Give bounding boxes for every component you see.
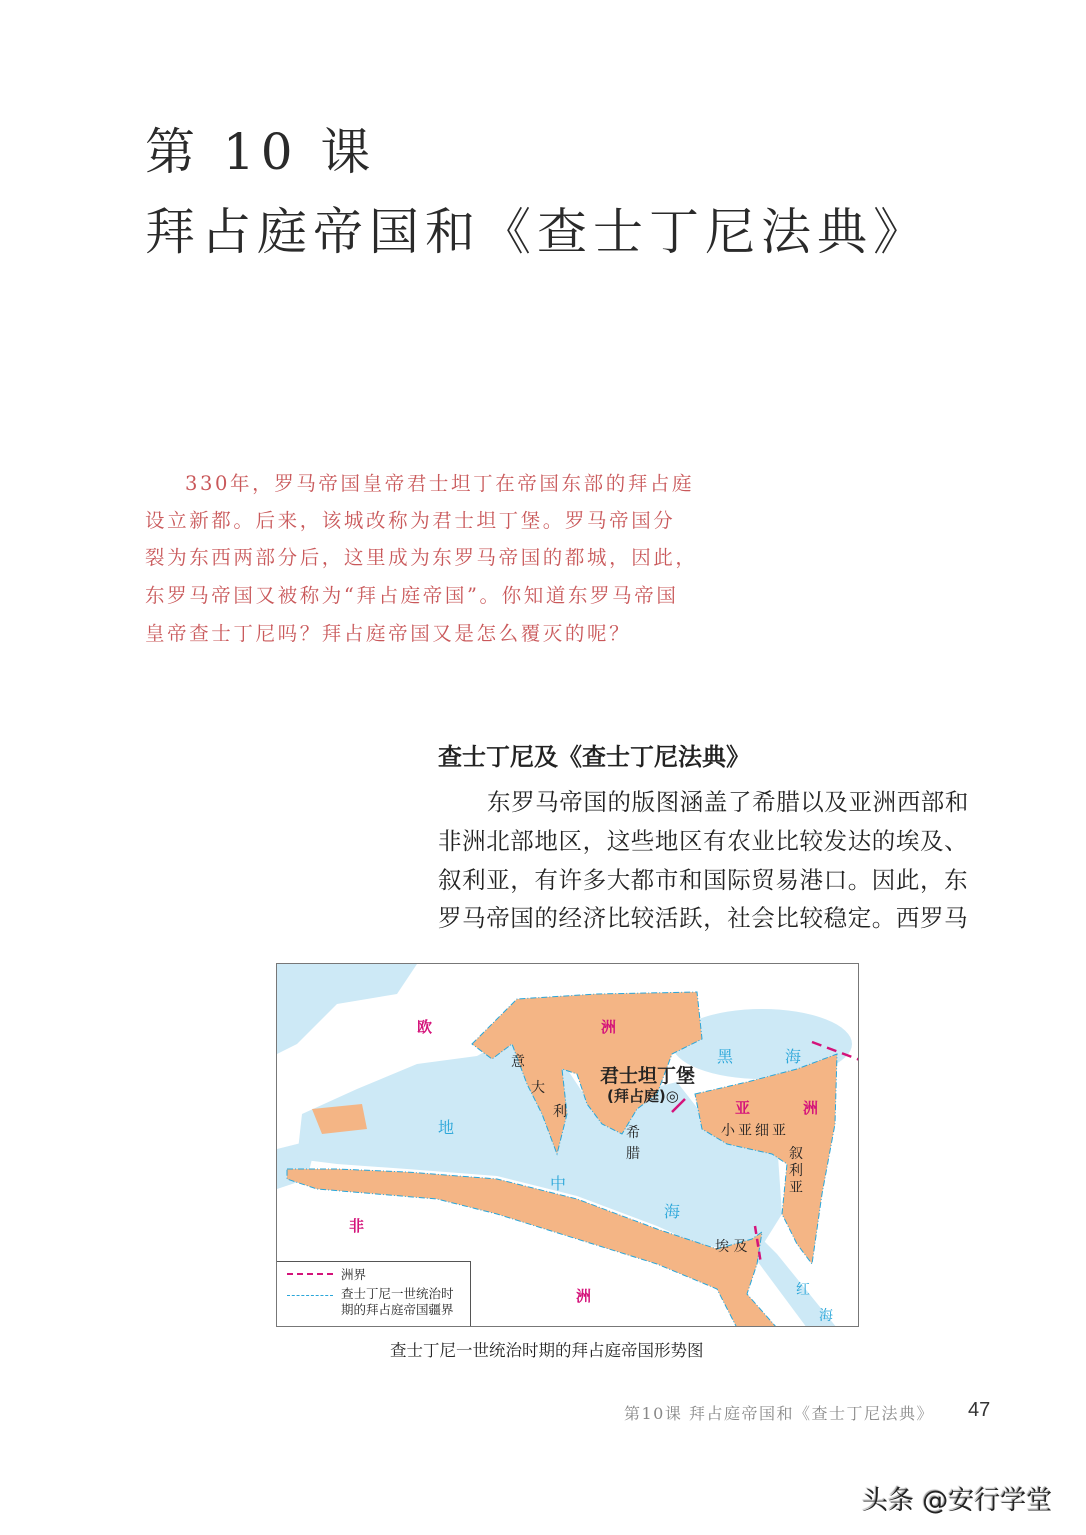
label-hong: 红 [796,1282,810,1298]
watermark: 头条 @安行学堂 [862,1486,1053,1516]
label-fei: 非 [349,1217,365,1235]
empire-iberia [312,1104,367,1134]
running-title: 第10课 拜占庭帝国和《查士丁尼法典》 [624,1404,934,1423]
label-italy-3: 利 [553,1104,567,1120]
legend-line: 查士丁尼一世统治时 [341,1286,454,1301]
page-number: 47 [968,1399,991,1421]
empire-border-swatch [287,1295,333,1296]
map-caption: 查士丁尼一世统治时期的拜占庭帝国形势图 [390,1341,704,1360]
map-legend [277,1261,471,1326]
label-italy-2: 大 [531,1080,545,1096]
byzantine-empire-map [276,963,859,1327]
label-black-sea-hai: 海 [785,1047,802,1066]
label-hei: 黑 [717,1047,734,1066]
label-greece-2: 腊 [626,1146,640,1162]
continent-border-swatch [287,1273,333,1275]
intro-line: 330年，罗马帝国皇帝君士坦丁在帝国东部的拜占庭 [185,472,695,495]
label-constantinople: 君士坦丁堡 [600,1065,696,1087]
intro-line: 皇帝查士丁尼吗？拜占庭帝国又是怎么覆灭的呢？ [145,622,632,645]
body-line: 罗马帝国的经济比较活跃，社会比较稳定。西罗马 [438,904,969,932]
intro-line: 东罗马帝国又被称为“拜占庭帝国”。你知道东罗马帝国 [145,584,679,607]
label-med-hai: 海 [664,1202,681,1221]
body-line: 叙利亚，有许多大都市和国际贸易港口。因此，东 [438,866,969,894]
label-di: 地 [438,1118,455,1137]
label-ou: 欧 [417,1018,433,1036]
label-asia-minor: 小亚细亚 [721,1123,789,1139]
legend-line: 期的拜占庭帝国疆界 [341,1302,454,1317]
label-zhong: 中 [550,1174,567,1193]
legend-label: 洲界 [341,1267,367,1282]
section-heading: 查士丁尼及《查士丁尼法典》 [438,743,750,771]
intro-line: 裂为东西两部分后，这里成为东罗马帝国的都城，因此， [145,546,698,569]
label-zhou-europe: 洲 [601,1018,617,1036]
label-byzantium: (拜占庭)◎ [607,1087,679,1105]
legend-label [341,1286,454,1318]
label-zhou-africa: 洲 [576,1287,592,1305]
label-italy-1: 意 [511,1054,525,1070]
label-egypt: 埃 及 [715,1239,748,1255]
label-zhou-asia: 洲 [803,1099,819,1117]
body-line: 非洲北部地区，这些地区有农业比较发达的埃及、 [438,827,969,855]
label-red-sea-hai: 海 [819,1308,833,1324]
label-ya: 亚 [735,1099,751,1117]
label-greece-1: 希 [626,1125,640,1141]
lesson-title: 拜占庭帝国和《查士丁尼法典》 [145,203,929,261]
body-line: 东罗马帝国的版图涵盖了希腊以及亚洲西部和 [487,788,969,816]
lesson-number: 第 10 课 [145,123,377,181]
label-syria: 叙利亚 [789,1146,803,1196]
intro-line: 设立新都。后来，该城改称为君士坦丁堡。罗马帝国分 [145,509,676,532]
